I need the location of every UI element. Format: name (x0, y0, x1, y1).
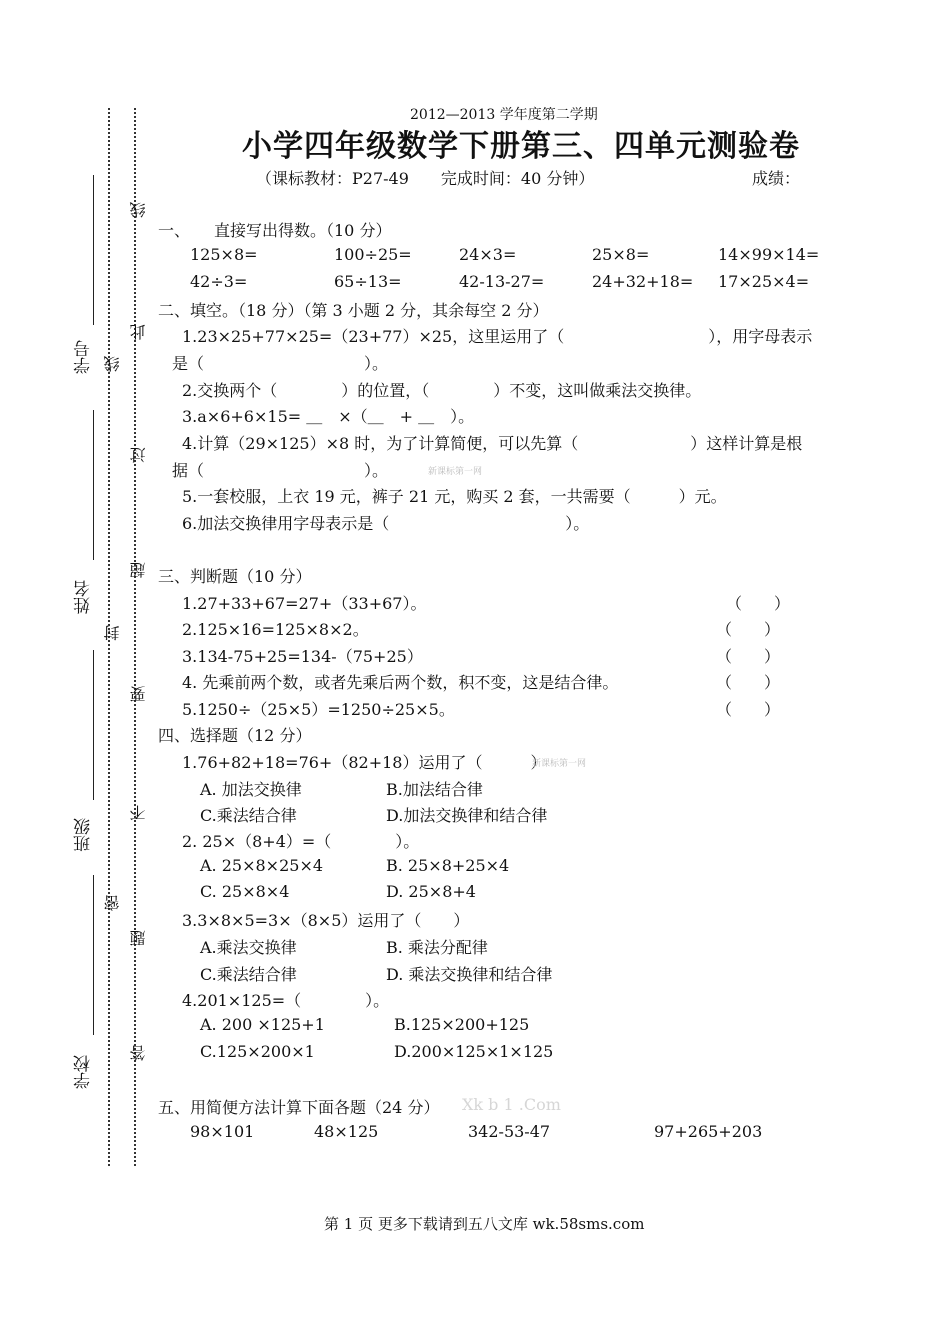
page-footer: 第 1 页 更多下载请到五八文库 wk.58sms.com (324, 1215, 645, 1233)
calc-item: 24+32+18= (592, 272, 694, 291)
choice-question-3: 3.3×8×5=3×（8×5）运用了（ ） (182, 911, 470, 930)
class-fill-line (93, 650, 94, 800)
score-label: 成绩： (752, 169, 801, 188)
simplify-item: 98×101 (190, 1122, 255, 1141)
binding-dotted-line-inner (134, 108, 136, 1166)
choice-option: B. 25×8+25×4 (386, 856, 510, 875)
name-fill-line (93, 410, 94, 560)
choice-option: B. 乘法分配律 (386, 938, 488, 957)
judge-item: 1.27+33+67=27+（33+67）。 (182, 594, 427, 613)
seal-char: 超 (129, 562, 148, 578)
choice-question-1: 1.76+82+18=76+（82+18）运用了（ ） (182, 753, 547, 772)
fill-question-2: 2.交换两个（ ）的位置，（ ）不变，这叫做乘法交换律。 (182, 381, 702, 400)
student-id-label: 学号 (74, 340, 94, 374)
choice-option: D.200×125×1×125 (394, 1042, 554, 1061)
fill-question-1: 1.23×25+77×25=（23+77）×25，这里运用了（ ），用字母表示 (182, 327, 813, 346)
choice-option: C.乘法结合律 (200, 806, 297, 825)
seal-char: 封 (103, 625, 122, 641)
fill-question-4-cont: 据（ ）。 (172, 461, 389, 480)
fill-question-6: 6.加法交换律用字母表示是（ ）。 (182, 514, 590, 533)
judge-item: 3.134-75+25=134-（75+25） (182, 647, 423, 666)
choice-option: B.加法结合律 (386, 780, 483, 799)
judge-item: 5.1250÷（25×5）=1250÷25×5。 (182, 700, 455, 719)
seal-char: 线 (129, 202, 148, 218)
choice-option: B.125×200+125 (394, 1015, 530, 1034)
calc-item: 25×8= (592, 245, 650, 264)
fill-question-3: 3.a×6+6×15= ＿ ×（＿ + ＿ ）。 (182, 407, 475, 426)
choice-question-4: 4.201×125=（ ）。 (182, 991, 390, 1010)
seal-char: 线 (103, 356, 122, 372)
choice-option: A. 25×8×25×4 (200, 856, 324, 875)
seal-char: 答 (129, 1045, 148, 1061)
calc-item: 125×8= (190, 245, 258, 264)
fill-question-1-cont: 是（ ）。 (172, 354, 389, 373)
choice-option: C.乘法结合律 (200, 965, 297, 984)
watermark: 新课标第一网 (532, 759, 587, 769)
fill-question-5: 5.一套校服，上衣 19 元，裤子 21 元，购买 2 套，一共需要（ ）元。 (182, 487, 727, 506)
subtitle: （课标教材：P27-49 完成时间：40 分钟） (256, 169, 595, 188)
choice-option: C.125×200×1 (200, 1042, 315, 1061)
judge-bracket: （ ） (716, 673, 781, 692)
seal-char: 题 (129, 930, 148, 946)
section-5-title: 五、用简便方法计算下面各题（24 分） (158, 1098, 440, 1117)
choice-option: C. 25×8×4 (200, 882, 290, 901)
simplify-item: 97+265+203 (654, 1122, 763, 1141)
choice-option: A. 加法交换律 (200, 780, 302, 799)
section-3-title: 三、判断题（10 分） (158, 567, 312, 586)
section-2-title: 二、填空。（18 分）（第 3 小题 2 分，其余每空 2 分） (158, 301, 549, 320)
simplify-item: 48×125 (314, 1122, 379, 1141)
calc-item: 42÷3= (190, 272, 248, 291)
school-label: 学校 (74, 1055, 94, 1089)
seal-char: 此 (129, 324, 148, 340)
fill-question-4: 4.计算（29×125）×8 时，为了计算简便，可以先算（ ）这样计算是根 (182, 434, 803, 453)
watermark: Xk b 1 .Com (462, 1095, 561, 1114)
judge-bracket: （ ） (716, 620, 781, 639)
calc-item: 24×3= (459, 245, 517, 264)
seal-char: 要 (129, 686, 148, 702)
section-1-title: 一、 直接写出得数。（10 分） (158, 221, 392, 240)
id-fill-line (93, 175, 94, 325)
calc-item: 42-13-27= (459, 272, 545, 291)
simplify-item: 342-53-47 (468, 1122, 551, 1141)
student-name-label: 姓名 (74, 580, 94, 614)
judge-item: 2.125×16=125×8×2。 (182, 620, 369, 639)
judge-item: 4. 先乘前两个数，或者先乘后两个数，积不变，这是结合律。 (182, 673, 619, 692)
choice-question-2: 2. 25×（8+4）=（ ）。 (182, 832, 420, 851)
school-fill-line (93, 875, 94, 1035)
seal-char: 不 (129, 805, 148, 821)
calc-item: 14×99×14= (718, 245, 820, 264)
seal-char: 密 (103, 895, 122, 911)
choice-option: D.加法交换律和结合律 (386, 806, 548, 825)
choice-option: A. 200 ×125+1 (200, 1015, 325, 1034)
judge-bracket: （ ） (716, 700, 781, 719)
judge-bracket: （ ） (716, 647, 781, 666)
school-year: 2012—2013 学年度第二学期 (410, 107, 598, 123)
section-4-title: 四、选择题（12 分） (158, 726, 312, 745)
watermark: 新课标第一网 (428, 467, 483, 477)
choice-option: A.乘法交换律 (200, 938, 297, 957)
calc-item: 100÷25= (334, 245, 412, 264)
seal-char: 过 (129, 447, 148, 463)
judge-bracket: （ ） (726, 594, 791, 613)
calc-item: 17×25×4= (718, 272, 810, 291)
choice-option: D. 乘法交换律和结合律 (386, 965, 553, 984)
page-title: 小学四年级数学下册第三、四单元测验卷 (242, 129, 800, 164)
class-label: 班级 (74, 818, 94, 852)
calc-item: 65÷13= (334, 272, 402, 291)
choice-option: D. 25×8+4 (386, 882, 476, 901)
